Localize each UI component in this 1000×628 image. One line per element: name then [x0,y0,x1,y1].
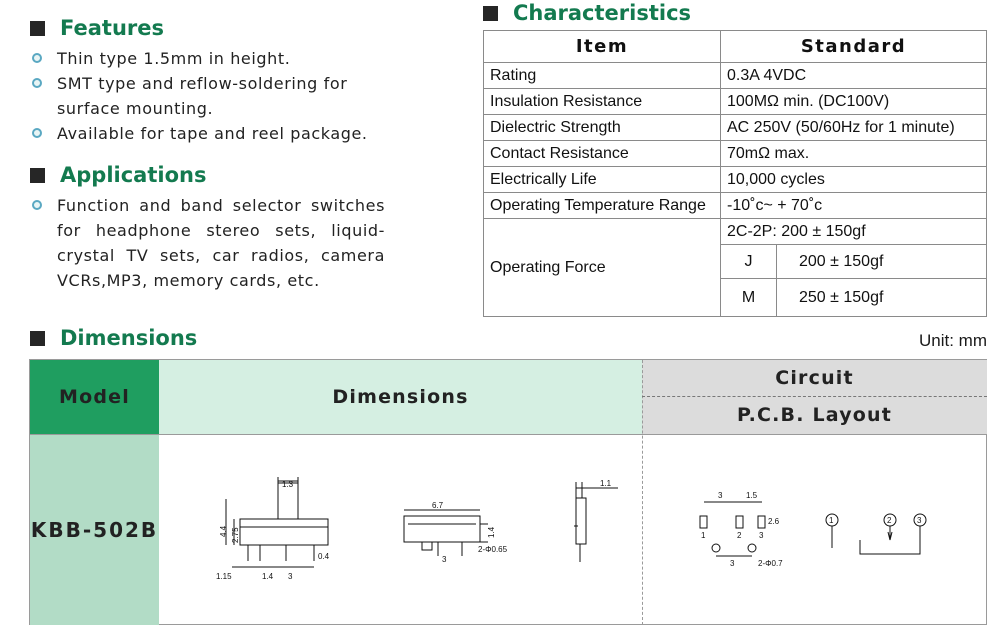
top-view-drawing [398,500,518,570]
list-item: SMT type and reflow-soldering for surface mounting. [30,71,380,121]
bullet-icon [32,53,42,63]
standard-cell: -10˚c~ + 70˚c [721,193,987,219]
dim-label: 4.4 [219,525,228,537]
dim-label: 1.15 [216,572,232,581]
table-row [484,63,987,89]
applications-title: Applications [60,163,207,187]
bullet-icon [32,78,42,88]
side-view-drawing [568,478,638,578]
terminal-label: 1 [829,516,834,525]
table-row [484,141,987,167]
table-row [484,167,987,193]
standard-cell: 100MΩ min. (DC100V) [721,89,987,115]
dim-label: 1.4 [487,526,496,538]
model-header: Model [30,360,159,434]
features-title: Features [60,16,164,40]
characteristics-table [483,30,987,317]
dimensions-table [29,359,987,625]
dim-label: 0.4 [318,552,330,561]
dim-label: 3 [442,555,447,564]
dimensions-header: Dimensions [159,360,642,434]
pcb-layout-header: P.C.B. Layout [642,396,987,434]
dimensions-title: Dimensions [60,326,198,350]
item-cell: Rating [484,63,721,89]
dim-label: 2.6 [768,517,780,526]
bullet-icon [32,128,42,138]
dim-label: 1.4 [262,572,274,581]
circuit-drawing [822,510,932,570]
table-row [484,115,987,141]
list-item: Function and band selector switches for headphone stereo sets, liquid-crystal TV sets, car radios, camera VCRs,MP3, memory cards, etc. [30,193,385,293]
item-cell: Insulation Resistance [484,89,721,115]
heading-square-icon [30,168,45,183]
force-code-cell: J [721,245,777,279]
dim-label: 2-Φ0.65 [478,545,508,554]
pin-label: 3 [759,531,764,540]
item-cell: Operating Temperature Range [484,193,721,219]
characteristics-title: Characteristics [513,1,692,25]
item-cell: Electrically Life [484,167,721,193]
features-heading [30,16,164,40]
list-item: Available for tape and reel package. [30,121,380,146]
dim-label: 1.5 [746,491,758,500]
dim-label: 1.3 [282,480,294,489]
model-name: KBB-502B [30,434,159,625]
unit-label: Unit: mm [919,331,987,350]
dim-label: 2-Φ0.7 [758,559,783,568]
pin-label: 2 [737,531,742,540]
dim-label: 2.75 [231,527,240,543]
standard-cell: 70mΩ max. [721,141,987,167]
heading-square-icon [30,331,45,346]
divider [30,434,987,435]
dim-label: 6.7 [432,501,444,510]
applications-list [30,193,385,293]
circuit-header: Circuit [642,360,987,396]
standard-cell: 0.3A 4VDC [721,63,987,89]
dim-label: 1.1 [600,479,612,488]
force-value-cell: 200 ± 150gf [777,245,987,279]
front-view-drawing [210,475,340,585]
characteristics-heading [483,1,691,25]
divider [642,360,643,625]
bullet-icon [32,200,42,210]
terminal-label: 3 [917,516,922,525]
standard-cell: 10,000 cycles [721,167,987,193]
pcb-layout-drawing [696,480,806,570]
table-row [484,193,987,219]
applications-heading [30,163,206,187]
force-value-cell: 250 ± 150gf [777,279,987,317]
table-row [484,89,987,115]
dim-label: 3 [718,491,723,500]
dim-label: 3 [288,572,293,581]
list-item: Thin type 1.5mm in height. [30,46,380,71]
item-cell: Operating Force [484,219,721,317]
divider [642,396,987,397]
table-row [484,219,987,245]
terminal-label: 2 [887,516,892,525]
dimensions-heading [30,326,197,350]
item-cell: Contact Resistance [484,141,721,167]
table-header-row [484,31,987,63]
standard-cell: AC 250V (50/60Hz for 1 minute) [721,115,987,141]
heading-square-icon [30,21,45,36]
dim-label: 3 [730,559,735,568]
pin-label: 1 [701,531,706,540]
item-cell: Dielectric Strength [484,115,721,141]
force-code-cell: M [721,279,777,317]
heading-square-icon [483,6,498,21]
standard-cell: 2C-2P: 200 ± 150gf [721,219,987,245]
column-header-standard: Standard [721,31,987,63]
column-header-item: Item [484,31,721,63]
features-list [30,46,380,146]
